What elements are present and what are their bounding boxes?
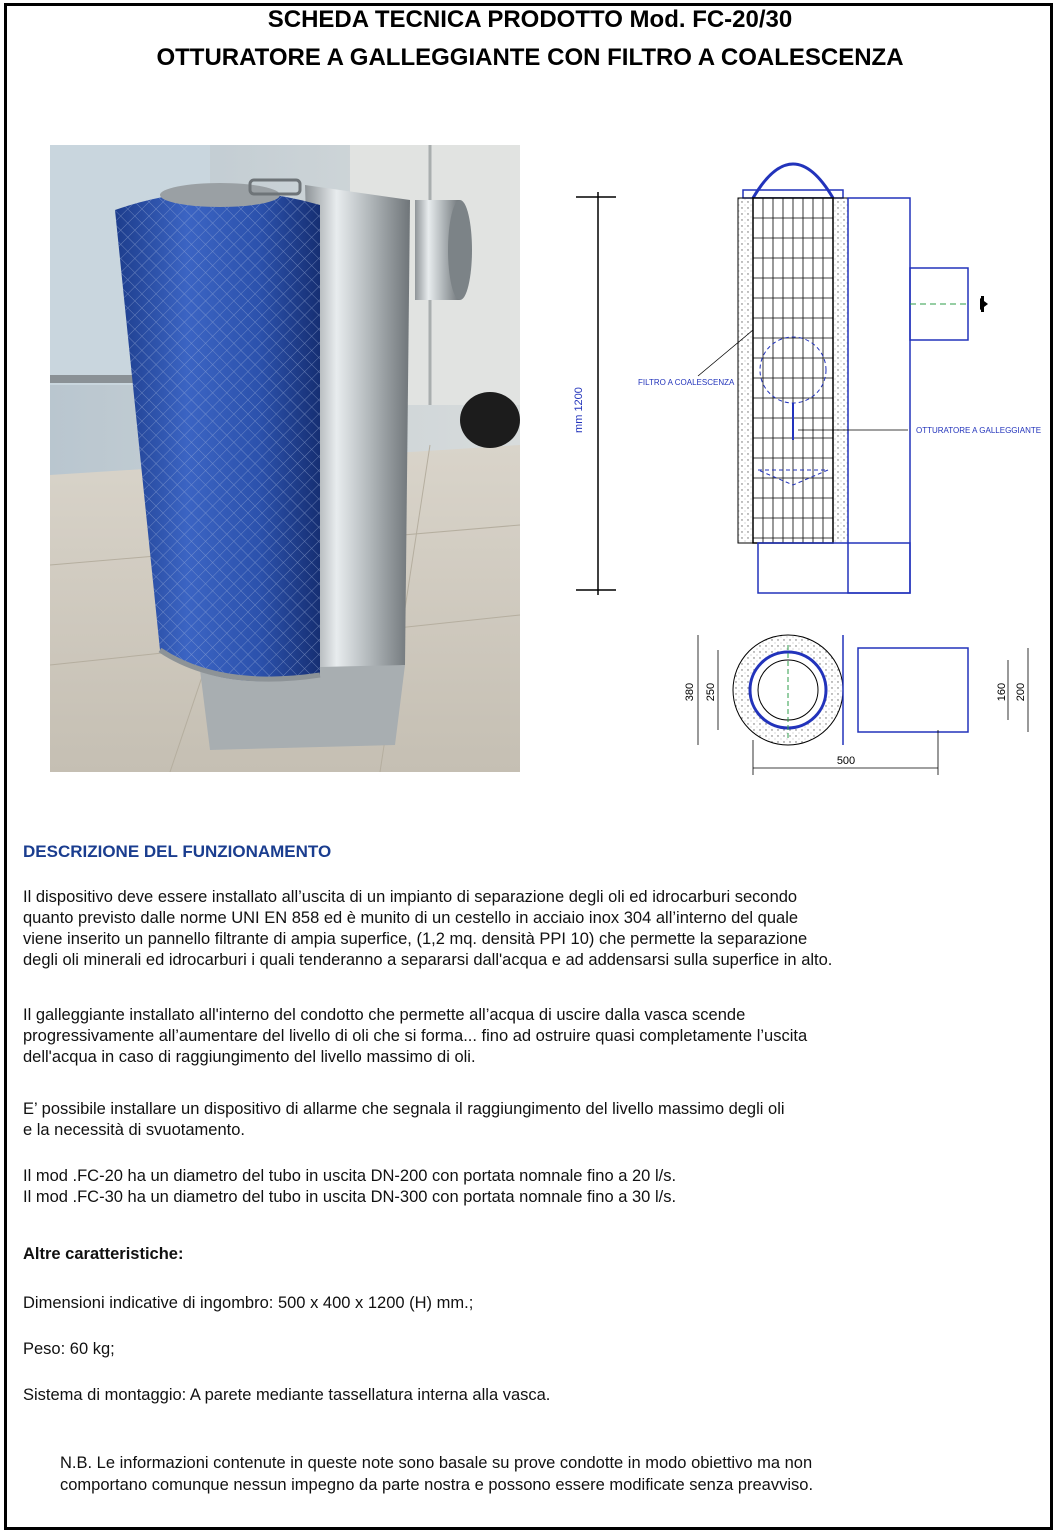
- dim-500-label: 500: [836, 755, 856, 767]
- dim-380-label: 380: [684, 682, 696, 702]
- plan-view: [698, 635, 1028, 775]
- p1-line-4: degli oli minerali ed idrocarburi i quali tenderanno a separarsi dall'acqua e ad addensarsi sulla superfice in alto.: [23, 951, 833, 969]
- description-heading: DESCRIZIONE DEL FUNZIONAMENTO: [23, 842, 332, 861]
- height-label: mm 1200: [573, 387, 585, 433]
- note-line-2: comportano comunque nessun impegno da parte nostra e possono essere modificate senza preavviso.: [60, 1476, 814, 1494]
- product-photo: [50, 145, 520, 772]
- p3-line-2: e la necessità di svuotamento.: [23, 1121, 245, 1139]
- paragraph-2: [23, 1005, 1038, 1068]
- dim-160-label: 160: [996, 682, 1008, 702]
- dim-250-label: 250: [705, 682, 717, 702]
- paragraph-1: [23, 887, 1038, 971]
- feature-mounting: Sistema di montaggio: A parete mediante tassellatura interna alla vasca.: [23, 1386, 551, 1404]
- p1-line-1: Il dispositivo deve essere installato all’uscita di un impianto di separazione degli oli ed idrocarburi secondo: [23, 888, 798, 906]
- feature-dimensions: Dimensioni indicative di ingombro: 500 x 400 x 1200 (H) mm.;: [23, 1294, 474, 1312]
- features-heading: Altre caratteristiche:: [23, 1245, 184, 1263]
- p2-line-3: dell'acqua in caso di raggiungimento del livello massimo di oli.: [23, 1048, 476, 1066]
- document-subtitle: OTTURATORE A GALLEGGIANTE CON FILTRO A COALESCENZA: [156, 44, 904, 71]
- feature-weight: Peso: 60 kg;: [23, 1340, 115, 1358]
- note-line-1: N.B. Le informazioni contenute in queste note sono basale su prove condotte in modo obiettivo ma non: [60, 1454, 813, 1472]
- p2-line-1: Il galleggiante installato all'interno del condotto che permette all’acqua di uscire dalla vasca scende: [23, 1006, 746, 1024]
- p3-line-1: E’ possibile installare un dispositivo di allarme che segnala il raggiungimento del livello massimo degli oli: [23, 1100, 785, 1118]
- document-title: SCHEDA TECNICA PRODOTTO Mod. FC-20/30: [267, 6, 793, 33]
- p4-line-1: Il mod .FC-20 ha un diametro del tubo in uscita DN-200 con portata nomnale fino a 20 l/s.: [23, 1167, 677, 1185]
- technical-drawing: [548, 140, 1048, 780]
- p1-line-2: quanto previsto dalle norme UNI EN 858 ed è munito di un cestello in acciaio inox 304 all’interno del quale: [23, 909, 799, 927]
- p2-line-2: progressivamente all’aumentare del livello di oli che si forma... fino ad ostruire quasi completamente l’uscita: [23, 1027, 808, 1045]
- p4-line-2: Il mod .FC-30 ha un diametro del tubo in uscita DN-300 con portata nomnale fino a 30 l/s.: [23, 1188, 677, 1206]
- filter-label: FILTRO A COALESCENZA: [638, 378, 735, 387]
- disclaimer-note: [60, 1452, 1030, 1496]
- float-label: OTTURATORE A GALLEGGIANTE: [916, 426, 1042, 435]
- paragraph-3: [23, 1099, 1038, 1141]
- p1-line-3: viene inserito un pannello filtrante di ampia superfice, (1,2 mq. densità PPI 10) che permette la separazione: [23, 930, 808, 948]
- dim-200-label: 200: [1015, 682, 1027, 702]
- paragraph-4: [23, 1166, 1038, 1208]
